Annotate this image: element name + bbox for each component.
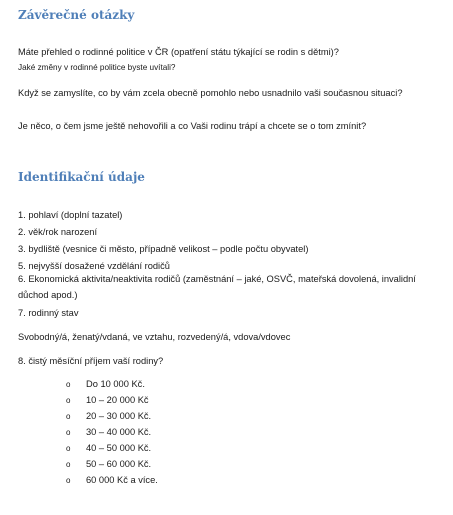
question-what-would-help: Když se zamyslíte, co by vám zcela obecně pomohlo nebo usnadnilo vaši současnou situaci?: [18, 88, 403, 98]
bullet-icon: o: [66, 412, 71, 421]
marital-status-options: Svobodný/á, ženatý/vdaná, ve vztahu, rozvedený/á, vdova/vdovec: [18, 332, 291, 342]
bullet-icon: o: [66, 380, 71, 389]
income-option-label: 30 – 40 000 Kč.: [86, 427, 152, 437]
income-question: 8. čistý měsíční příjem vaší rodiny?: [18, 356, 164, 366]
income-option-label: 40 – 50 000 Kč.: [86, 443, 152, 453]
bullet-icon: o: [66, 460, 71, 469]
list-item: [66, 456, 158, 472]
ident-item-economic-activity: 6. Ekonomická aktivita/neaktivita rodičů (zaměstnání – jaké, OSVČ, mateřská dovolená, invalidní důchod apod.): [18, 274, 416, 300]
bullet-icon: o: [66, 476, 71, 485]
income-option-label: 20 – 30 000 Kč.: [86, 411, 152, 421]
list-item: [66, 408, 158, 424]
list-item: [66, 392, 158, 408]
ident-item-residence: 3. bydliště (vesnice či město, případně velikost – podle počtu obyvatel): [18, 244, 309, 254]
ident-item-age: 2. věk/rok narození: [18, 227, 98, 237]
question-anything-else: Je něco, o čem jsme ještě nehovořili a co Vaši rodinu trápí a chcete se o tom zmínit?: [18, 121, 367, 131]
list-item: [66, 424, 158, 440]
heading-final-questions: Závěrečné otázky: [18, 8, 135, 22]
bullet-icon: o: [66, 428, 71, 437]
list-item: [66, 376, 158, 392]
income-options-list: [66, 376, 158, 488]
income-option-label: 10 – 20 000 Kč: [86, 395, 149, 405]
bullet-icon: o: [66, 396, 71, 405]
ident-item-gender: 1. pohlaví (doplní tazatel): [18, 210, 123, 220]
income-option-label: 50 – 60 000 Kč.: [86, 459, 152, 469]
heading-identification: Identifikační údaje: [18, 170, 145, 184]
income-option-label: 60 000 Kč a více.: [86, 475, 158, 485]
income-option-label: Do 10 000 Kč.: [86, 379, 145, 389]
question-policy-changes: Jaké změny v rodinné politice byste uvítali?: [18, 63, 176, 72]
ident-item-education: 5. nejvyšší dosažené vzdělání rodičů: [18, 261, 170, 271]
question-family-policy: Máte přehled o rodinné politice v ČR (opatření státu týkající se rodin s dětmi)?: [18, 47, 339, 57]
bullet-icon: o: [66, 444, 71, 453]
ident-item-marital-status: 7. rodinný stav: [18, 308, 79, 318]
list-item: [66, 472, 158, 488]
list-item: [66, 440, 158, 456]
